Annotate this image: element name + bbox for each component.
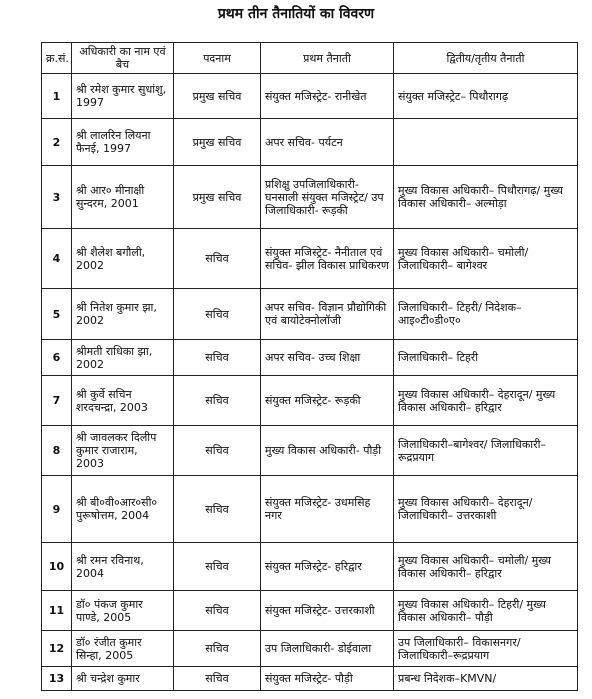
page-title: प्रथम तीन तैनातियों का विवरण xyxy=(217,6,375,22)
row-second-third-posting: जिलाधिकारी– टिहरी/ निदेशक– आइ०टी०डी०ए० xyxy=(394,289,578,340)
row-designation: प्रमुख सचिव xyxy=(174,166,261,229)
row-officer-name: श्री रमन रविनाथ, 2004 xyxy=(72,543,174,591)
row-first-posting: संयुक्त मजिस्ट्रेट- पौड़ी xyxy=(261,667,394,691)
row-designation: सचिव xyxy=(174,289,261,340)
table-row xyxy=(42,376,578,426)
row-second-third-posting xyxy=(394,119,578,166)
header-first-posting: प्रथम तैनाती xyxy=(261,43,394,74)
row-serial: 8 xyxy=(42,426,72,476)
row-first-posting: संयुक्त मजिस्ट्रेट- उत्तरकाशी xyxy=(261,591,394,631)
row-designation: सचिव xyxy=(174,667,261,691)
table-row xyxy=(42,229,578,289)
row-second-third-posting: मुख्य विकास अधिकारी– देहरादून/ जिलाधिकारी– उत्तरकाशी xyxy=(394,476,578,543)
row-designation: सचिव xyxy=(174,229,261,289)
table-body xyxy=(42,74,578,691)
row-second-third-posting: प्रबन्ध निदेशक–KMVN/ xyxy=(394,667,578,691)
table-row xyxy=(42,543,578,591)
row-first-posting: प्रशिक्षु उपजिलाधिकारी- घनसाली संयुक्त मजिस्ट्रेट/ उप जिलाधिकारी- रूड़की xyxy=(261,166,394,229)
table-row xyxy=(42,631,578,667)
row-serial: 1 xyxy=(42,74,72,119)
table-row xyxy=(42,119,578,166)
row-first-posting: अपर सचिव- उच्च शिक्षा xyxy=(261,340,394,376)
row-officer-name: डॉ० पंकज कुमार पाण्डे, 2005 xyxy=(72,591,174,631)
row-serial: 10 xyxy=(42,543,72,591)
row-designation: सचिव xyxy=(174,631,261,667)
table-row xyxy=(42,74,578,119)
row-serial: 4 xyxy=(42,229,72,289)
table-row xyxy=(42,426,578,476)
table-row xyxy=(42,166,578,229)
row-first-posting: संयुक्त मजिस्ट्रेट- हरिद्वार xyxy=(261,543,394,591)
row-second-third-posting: मुख्य विकास अधिकारी– चमोली/ जिलाधिकारी– बागेश्वर xyxy=(394,229,578,289)
header-second-third-posting: द्वितीय/तृतीय तैनाती xyxy=(394,43,578,74)
row-first-posting: अपर सचिव- पर्यटन xyxy=(261,119,394,166)
row-designation: प्रमुख सचिव xyxy=(174,74,261,119)
row-first-posting: उप जिलाधिकारी- डोईवाला xyxy=(261,631,394,667)
row-officer-name: श्री जावलकर दिलीप कुमार राजाराम, 2003 xyxy=(72,426,174,476)
row-second-third-posting: उप जिलाधिकारी– विकासनगर/ जिलाधिकारी–रूद्रप्रयाग xyxy=(394,631,578,667)
row-designation: सचिव xyxy=(174,426,261,476)
row-serial: 3 xyxy=(42,166,72,229)
row-first-posting: अपर सचिव- विज्ञान प्रौद्योगिकी एवं बायोटेक्नोलॉजी xyxy=(261,289,394,340)
row-serial: 13 xyxy=(42,667,72,691)
row-officer-name: श्री रमेश कुमार सुधांशु, 1997 xyxy=(72,74,174,119)
postings-table xyxy=(41,42,578,691)
row-officer-name: श्री नितेश कुमार झा, 2002 xyxy=(72,289,174,340)
row-serial: 11 xyxy=(42,591,72,631)
row-first-posting: संयुक्त मजिस्ट्रेट- नैनीताल एवं सचिव- झील विकास प्राधिकरण xyxy=(261,229,394,289)
row-second-third-posting: संयुक्त मजिस्ट्रेट– पिथौरागढ़ xyxy=(394,74,578,119)
row-second-third-posting: मुख्य विकास अधिकारी– देहरादून/ मुख्य विकास अधिकारी– हरिद्वार xyxy=(394,376,578,426)
header-serial: क्र.सं. xyxy=(42,43,72,74)
row-designation: सचिव xyxy=(174,340,261,376)
row-officer-name: श्री आर० मीनाक्षी सुन्दरम, 2001 xyxy=(72,166,174,229)
row-serial: 9 xyxy=(42,476,72,543)
row-serial: 6 xyxy=(42,340,72,376)
row-designation: सचिव xyxy=(174,543,261,591)
row-serial: 12 xyxy=(42,631,72,667)
table-row xyxy=(42,340,578,376)
row-officer-name: श्रीमती राधिका झा, 2002 xyxy=(72,340,174,376)
table-row xyxy=(42,591,578,631)
row-officer-name: श्री कुर्वे सचिन शरदचन्द्रा, 2003 xyxy=(72,376,174,426)
row-designation: प्रमुख सचिव xyxy=(174,119,261,166)
row-second-third-posting: जिलाधिकारी– टिहरी xyxy=(394,340,578,376)
table-header-row xyxy=(42,43,578,74)
row-officer-name: श्री चन्द्रेश कुमार xyxy=(72,667,174,691)
row-first-posting: संयुक्त मजिस्ट्रेट- रानीखेत xyxy=(261,74,394,119)
row-serial: 5 xyxy=(42,289,72,340)
row-officer-name: डॉ० रंजीत कुमार सिन्हा, 2005 xyxy=(72,631,174,667)
row-officer-name: श्री लालरिन लियना फैनई, 1997 xyxy=(72,119,174,166)
header-officer-name: अधिकारी का नाम एवं बैच xyxy=(72,43,174,74)
row-designation: सचिव xyxy=(174,476,261,543)
row-second-third-posting: मुख्य विकास अधिकारी– पिथौरागढ़/ मुख्य विकास अधिकारी– अल्मोड़ा xyxy=(394,166,578,229)
row-second-third-posting: मुख्य विकास अधिकारी– टिहरी/ मुख्य विकास अधिकारी– पौड़ी xyxy=(394,591,578,631)
row-officer-name: श्री बी०वी०आर०सी० पुरूषोत्तम, 2004 xyxy=(72,476,174,543)
row-designation: सचिव xyxy=(174,376,261,426)
row-serial: 7 xyxy=(42,376,72,426)
table-row xyxy=(42,667,578,691)
table-row xyxy=(42,289,578,340)
row-designation: सचिव xyxy=(174,591,261,631)
row-second-third-posting: मुख्य विकास अधिकारी– चमोली/ मुख्य विकास अधिकारी– हरिद्वार xyxy=(394,543,578,591)
row-first-posting: मुख्य विकास अधिकारी- पौड़ी xyxy=(261,426,394,476)
row-officer-name: श्री शैलेश बगौली, 2002 xyxy=(72,229,174,289)
row-first-posting: संयुक्त मजिस्ट्रेट- रूड़की xyxy=(261,376,394,426)
header-designation: पदनाम xyxy=(174,43,261,74)
row-second-third-posting: जिलाधिकारी–बागेश्वर/ जिलाधिकारी–रूद्रप्रयाग xyxy=(394,426,578,476)
table-row xyxy=(42,476,578,543)
row-serial: 2 xyxy=(42,119,72,166)
row-first-posting: संयुक्त मजिस्ट्रेट- उधमसिह नगर xyxy=(261,476,394,543)
